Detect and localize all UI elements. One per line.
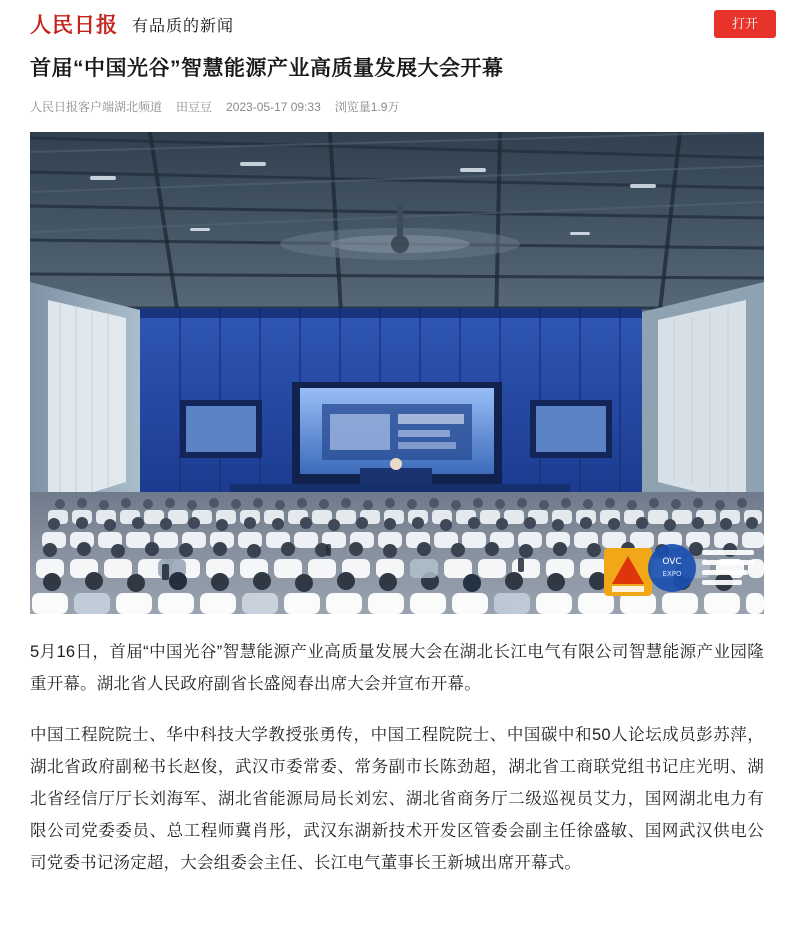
open-app-button[interactable]: 打开	[714, 10, 776, 38]
article-paragraph-2: 中国工程院院士、华中科技大学教授张勇传，中国工程院院士、中国碳中和50人论坛成员彭苏萍，湖北省政府副秘书长赵俊，武汉市委常委、常务副市长陈劲超，湖北省工商联党组书记庄光明、湖北省经信厅厅长刘海军、湖北省能源局局长刘宏、湖北省商务厅二级巡视员艾力，国网湖北电力有限公司党委委员、总工程师冀肖彤，武汉东湖新技术开发区管委会副主任徐盛敏、国网武汉供电公司党委书记汤定超，大会组委会主任、长江电气董事长王新城出席开幕式。	[30, 725, 764, 873]
hero-image	[30, 132, 764, 614]
brand-slogan: 有品质的新闻	[132, 15, 235, 35]
top-bar	[0, 0, 794, 44]
article-paragraph-1: 5月16日，首届“中国光谷”智慧能源产业高质量发展大会在湖北长江电气有限公司智慧能源产业园隆重开幕。湖北省人民政府副省长盛阅春出席大会并宣布开幕。	[30, 643, 764, 694]
brand-area	[30, 13, 714, 36]
svg-text:EXPO: EXPO	[662, 570, 682, 579]
meta-views: 浏览量1.9万	[334, 100, 400, 115]
meta-source: 人民日报客户端湖北频道	[30, 100, 163, 115]
conference-hall-photo	[30, 132, 764, 614]
article-body	[0, 54, 794, 879]
page-title: 首届“中国光谷”智慧能源产业高质量发展大会开幕	[30, 57, 504, 80]
people-daily-logo: 人民日报	[30, 11, 118, 37]
meta-author: 田豆豆	[176, 100, 213, 115]
meta-datetime: 2023-05-17 09:33	[226, 100, 321, 115]
svg-text:OVC: OVC	[662, 557, 682, 568]
article-meta	[30, 99, 764, 116]
